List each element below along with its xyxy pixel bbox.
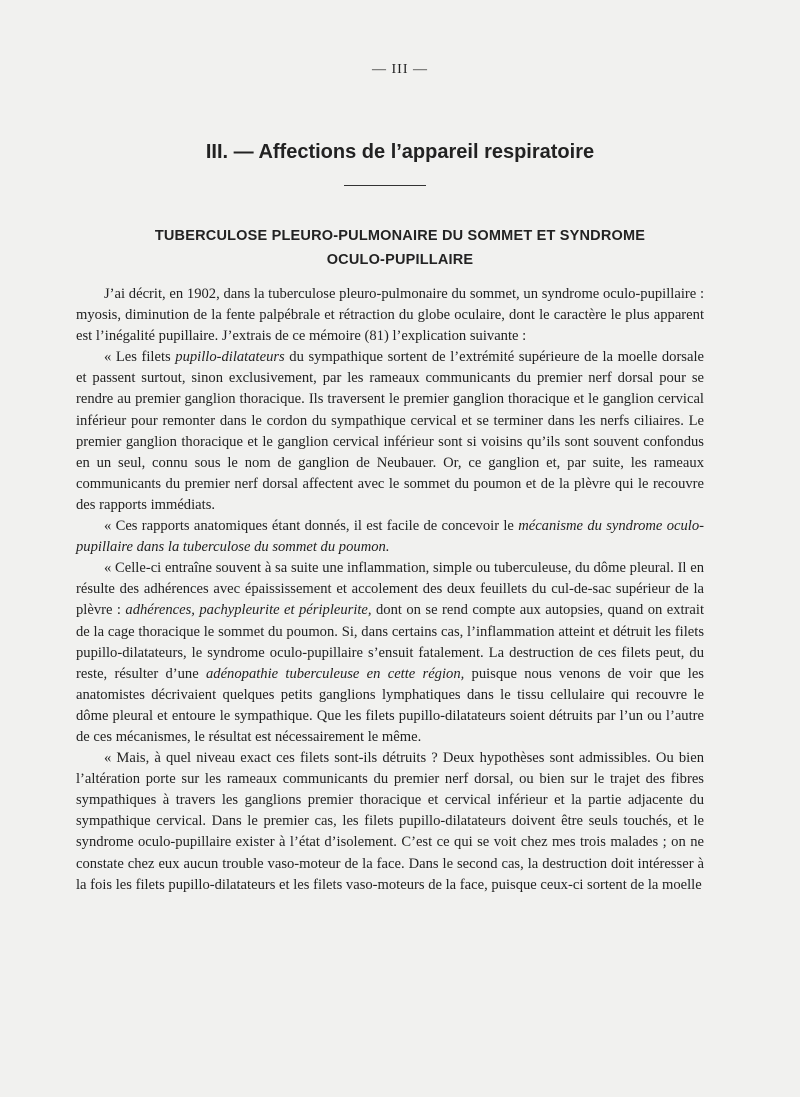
body-text (76, 284, 704, 896)
paragraph-5: « Mais, à quel niveau exact ces filets sont-ils détruits ? Deux hypothèses sont admissibles. Ou bien l’altération porte sur les rameaux communicants du premier nerf dorsal, ou bien sur le trajet des fibres sympathiques à travers les ganglions premier thoracique et cervical inférieur et la partie adjacente du sympathique cervical. Dans le premier cas, les filets pupillo-dilatateurs doivent être seuls touchés, et le syndrome oculo-pupillaire exister à l’état d’isolement. C’est ce qui se voit chez mes trois malades ; on ne constate chez eux aucun trouble vaso-moteur de la face. Dans le second cas, la destruction doit intéresser à la fois les filets pupillo-dilatateurs et les filets vaso-moteurs de la face, puisque ceux-ci sortent de la moelle (76, 750, 704, 893)
p4-emphasis-1: adhérences, pachypleurite et péripleurite, (125, 602, 372, 619)
p3-emphasis: mécanisme du syndrome oculo-pupillaire dans la tuberculose du sommet du poumon. (76, 518, 704, 556)
p4-part-a: « Celle-ci entraîne souvent à sa suite une inflammation, simple ou tuberculeuse, du dôme pleural. Il en résulte des adhérences avec épaississement et accolement des deux feuillets du cul-de-sac supérieur de la plèvre : (76, 560, 704, 619)
p2-open: « Les filets (104, 349, 171, 366)
paragraph-4 (76, 558, 704, 748)
paragraph-2 (76, 347, 704, 516)
p4-emphasis-2: adénopathie tuberculeuse en cette région, (205, 665, 465, 682)
article-title-line-2: OCULO-PUPILLAIRE (326, 252, 474, 268)
article-title-line-1: TUBERCULOSE PLEURO-PULMONAIRE DU SOMMET ET SYNDROME (154, 228, 646, 244)
paragraph-3 (76, 516, 704, 558)
p2-emphasis: pupillo-dilatateurs (175, 349, 285, 366)
page-number: — III — (372, 62, 428, 77)
p3-open: « Ces rapports anatomiques étant donnés, il est facile de concevoir le (104, 518, 514, 535)
paragraph-1: J’ai décrit, en 1902, dans la tuberculose pleuro-pulmonaire du sommet, un syndrome oculo-pupillaire : myosis, diminution de la fente palpébrale et rétraction du globe oculaire, dont le caractère le plus apparent est l’inégalité pupillaire. J’extrais de ce mémoire (81) l’explication suivante : (76, 286, 704, 345)
title-divider (344, 185, 426, 186)
p4-part-b: dont on se rend compte aux autopsies, quand on extrait de la cage thoracique le sommet du poumon. Si, dans certains cas, l’inflammation atteint et détruit les filets pupillo-dilatateurs, le syndrome oculo-pupillaire s’ensuit fatalement. La destruction de ces filets peut, du reste, résulter d’une (76, 602, 705, 682)
article-title (60, 224, 740, 272)
p2-rest: du sympathique sortent de l’extrémité supérieure de la moelle dorsale et passent surtout, sinon exclusivement, par les rameaux communicants du premier nerf dorsal pour se rendre au premier ganglion thoracique. Ils traversent le premier ganglion thoracique et le ganglion cervical inférieur pour remonter dans le cordon du sympathique cervical et se terminer dans les nerfs ciliaires. Le premier ganglion thoracique et le ganglion cervical inférieur sont si voisins qu’ils sont souvent confondus en un seul, connu sous le nom de ganglion de Neubauer. Or, ce ganglion et, par suite, les rameaux communicants du premier nerf dorsal affectent avec le sommet du poumon et de la plèvre qui le recouvre des rapports immédiats. (76, 349, 704, 513)
section-title: III. — Affections de l’appareil respiratoire (205, 141, 595, 163)
p4-part-c: puisque nous venons de voir que les anatomistes décrivaient quelques petits ganglions lymphatiques dans le tissu cellulaire qui recouvre le dôme pleural et entoure le sympathique. Que les filets pupillo-dilatateurs soient détruits par l’un ou l’autre de ces mécanismes, le résultat est nécessairement le même. (76, 665, 704, 745)
